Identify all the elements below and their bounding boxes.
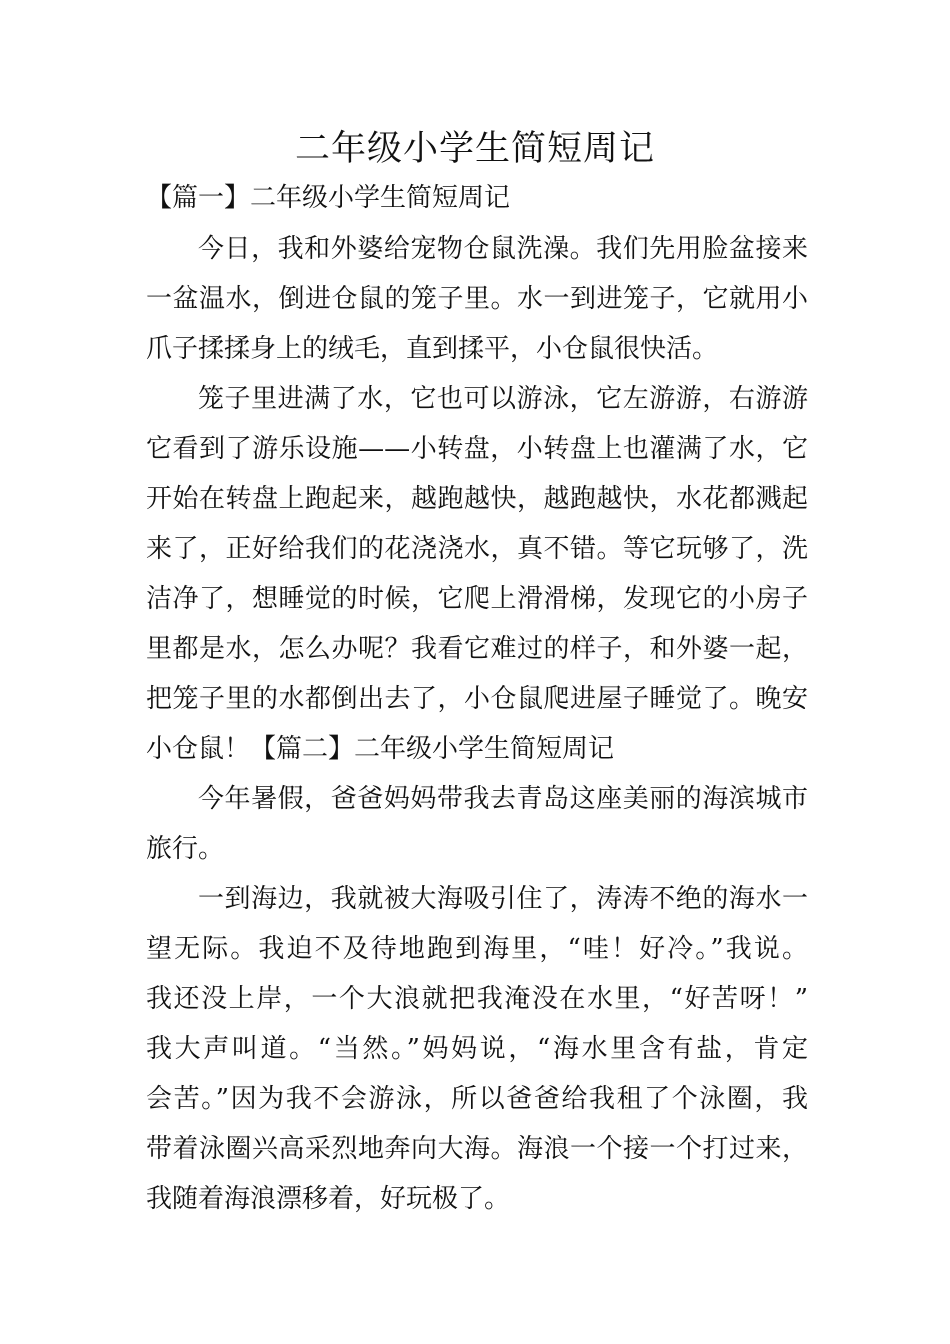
paragraph-line: 来了，正好给我们的花浇浇水，真不错。等它玩够了，洗 <box>146 534 808 564</box>
paragraph-line: 爪子揉揉身上的绒毛，直到揉平，小仓鼠很快活。 <box>146 334 719 364</box>
paragraph-line: 一到海边，我就被大海吸引住了，涛涛不绝的海水一 <box>198 884 808 914</box>
paragraph-line: 笼子里进满了水，它也可以游泳，它左游游，右游游 <box>198 384 808 414</box>
paragraph-line: 今日，我和外婆给宠物仓鼠洗澡。我们先用脸盆接来 <box>198 234 808 264</box>
paragraph-line: 一盆温水，倒进仓鼠的笼子里。水一到进笼子，它就用小 <box>146 284 808 314</box>
paragraph-line: 望无际。我迫不及待地跑到海里，“哇！好冷。”我说。 <box>146 934 808 964</box>
paragraph-line: 旅行。 <box>146 834 225 864</box>
paragraph-line: 会苦。”因为我不会游泳，所以爸爸给我租了个泳圈，我 <box>146 1084 808 1114</box>
paragraph-line: 它看到了游乐设施——小转盘，小转盘上也灌满了水，它 <box>146 434 808 464</box>
paragraph-line: 今年暑假，爸爸妈妈带我去青岛这座美丽的海滨城市 <box>198 784 808 814</box>
paragraph-line: 把笼子里的水都倒出去了，小仓鼠爬进屋子睡觉了。晚安 <box>146 684 808 714</box>
paragraph-line: 我大声叫道。“当然。”妈妈说，“海水里含有盐，肯定 <box>146 1034 808 1064</box>
paragraph-line: 我随着海浪漂移着，好玩极了。 <box>146 1184 511 1214</box>
paragraph-line: 洁净了，想睡觉的时候，它爬上滑滑梯，发现它的小房子 <box>146 584 808 614</box>
paragraph-line: 开始在转盘上跑起来，越跑越快，越跑越快，水花都溅起 <box>146 484 808 514</box>
paragraph-line-with-section-heading-2: 小仓鼠！【篇二】二年级小学生简短周记 <box>146 734 615 764</box>
paragraph-line: 带着泳圈兴高采烈地奔向大海。海浪一个接一个打过来， <box>146 1134 808 1164</box>
paragraph-line: 里都是水，怎么办呢？我看它难过的样子，和外婆一起， <box>146 634 808 664</box>
paragraph-line: 我还没上岸，一个大浪就把我淹没在水里，“好苦呀！” <box>146 984 808 1014</box>
section-heading-1: 【篇一】二年级小学生简短周记 <box>146 183 511 213</box>
document-title: 二年级小学生简短周记 <box>294 129 655 169</box>
